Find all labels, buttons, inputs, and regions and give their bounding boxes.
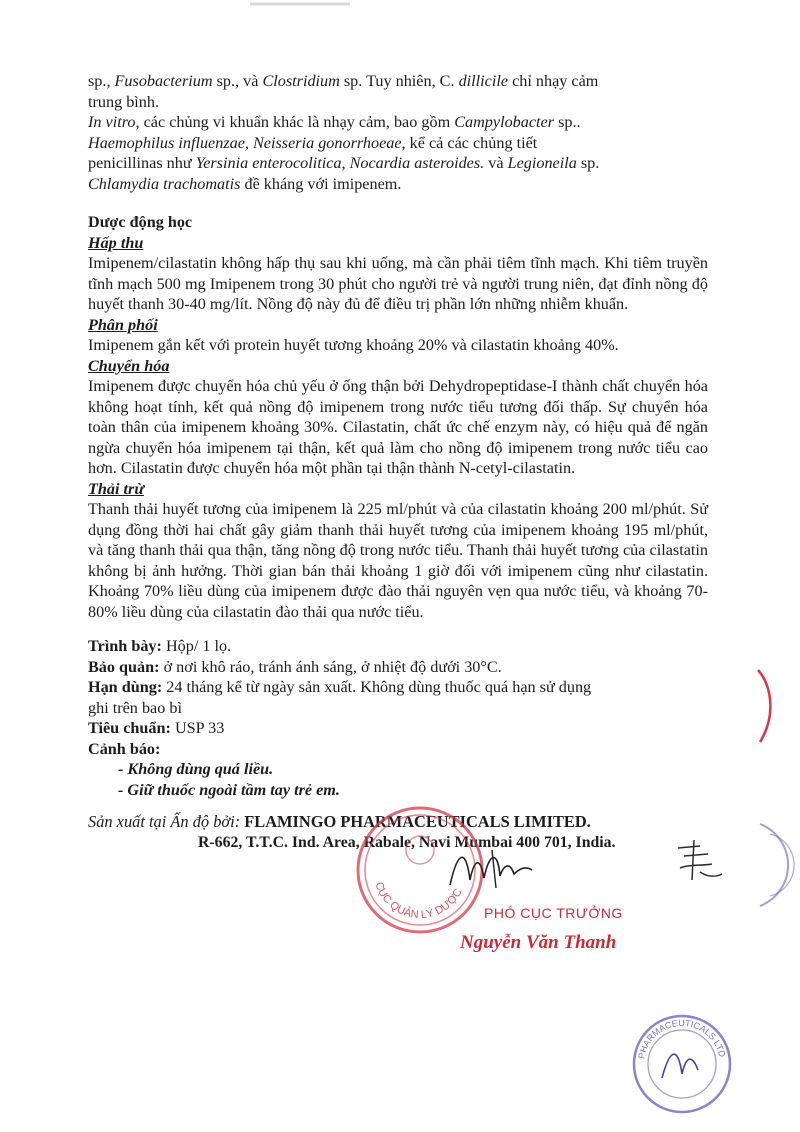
organism: Haemophilus influenzae, Neisseria gonorrhoeae, (88, 133, 406, 152)
organism: Chlamydia trachomatis (88, 174, 241, 193)
text: chỉ nhạy cảm (508, 72, 599, 90)
pen-mark (752, 666, 780, 746)
label: Tiêu chuẩn: (88, 719, 171, 737)
official-title: PHÓ CỤC TRƯỞNG (484, 905, 623, 921)
subheading-distribution: Phân phối (88, 315, 158, 334)
text: đề kháng với imipenem. (240, 174, 402, 193)
organism: Clostridium (262, 72, 340, 90)
absorption-text: Imipenem/cilastatin không hấp thụ sau khi uống, mà cần phải tiêm tĩnh mạch. Khi tiêm truyền tĩnh mạch 500 mg Imipenem trong 30 phút cho người trẻ và người trung niên, đạt đỉnh nồng độ huyết thanh 30-40 mg/lít. Nồng độ này đủ để điều trị phần lớn những nhiễm khuẩn. (88, 254, 708, 313)
text: và (484, 154, 508, 172)
section-title-pharmacokinetics: Dược động học (88, 213, 193, 231)
elimination-text: Thanh thải huyết tương của imipenem là 225 ml/phút và của cilastatin khoảng 200 ml/phút. Sử dụng đồng thời hai chất gây giảm thanh thải huyết tương của imipenem khoảng 195 ml/phút, và tăng thanh thải qua thận, tăng nồng độ trong nước tiểu. Thanh thải huyết tương của cilastatin không bị ảnh hưởng. Thời gian bán thải khoảng 1 giờ đối với imipenem cũng như cilastatin. Khoảng 70% liều dùng của imipenem được đào thải nguyên vẹn qua nước tiểu, và khoảng 70-80% liều dùng của cilastatin đào thải qua nước tiểu. (88, 500, 708, 621)
distribution-text: Imipenem gắn kết với protein huyết tương khoảng 20% và cilastatin khoảng 40%. (88, 336, 619, 354)
presentation-line (88, 636, 708, 657)
intro-line-1 (88, 71, 708, 92)
text: kể cả các chủng tiết (405, 133, 538, 152)
intro-line-2: trung bình. (88, 92, 160, 111)
standard-line (88, 718, 708, 739)
warning-item: - Giữ thuốc ngoài tầm tay trẻ em. (118, 780, 340, 799)
manufacturer-prefix: Sản xuất tại Ấn độ bởi: (88, 812, 245, 831)
text: sp. Tuy nhiên, C. (339, 72, 459, 90)
organism: Yersinia enterocolitica, Nocardia asteroides. (195, 154, 485, 172)
pharmacist-signature (670, 836, 730, 886)
text: sp., (88, 72, 115, 90)
organism: dillicile (458, 72, 509, 90)
text: sp., và (212, 72, 263, 90)
organism: Campylobacter (454, 113, 555, 131)
official-name: Nguyễn Văn Thanh (460, 932, 617, 953)
in-vitro-paragraph (88, 112, 708, 194)
scan-artifact (250, 0, 350, 12)
text: các chủng vi khuẩn khác là nhạy cảm, bao gồm (139, 113, 455, 131)
label: Bảo quản: (88, 657, 160, 676)
company-stamp-text: PHARMACEUTICALS LTD (636, 1017, 728, 1060)
text: sp.. (554, 113, 581, 131)
organism: Fusobacterium (114, 72, 213, 90)
label: Trình bày: (88, 637, 162, 655)
edge-stamp-fragment (750, 820, 796, 910)
storage-line (88, 657, 708, 678)
value: ghi trên bao bì (88, 698, 182, 717)
value: Hộp/ 1 lọ. (161, 637, 232, 655)
value: ở nơi khô ráo, tránh ánh sáng, ở nhiệt độ dưới 30°C. (159, 657, 502, 676)
manufacturer-address: R-662, T.T.C. Ind. Area, Rabale, Navi Mumbai 400 701, India. (198, 833, 616, 851)
organism: Legioneila (507, 154, 577, 172)
value: USP 33 (170, 719, 225, 737)
director-signature (440, 840, 560, 900)
subheading-elimination: Thải trừ (88, 479, 145, 498)
value: 24 tháng kể từ ngày sản xuất. Không dùng thuốc quá hạn sử dụng (162, 678, 592, 696)
warning-label: Cảnh báo: (88, 739, 161, 758)
text: penicillinas như (88, 154, 196, 172)
subheading-metabolism: Chuyển hóa (88, 356, 170, 375)
subheading-absorption: Hấp thu (88, 233, 144, 252)
warning-item: - Không dùng quá liều. (118, 760, 274, 778)
seal-text: CỤC QUẢN LÝ DƯỢC (372, 880, 465, 922)
manufacturer-name: FLAMINGO PHARMACEUTICALS LIMITED. (244, 812, 591, 831)
company-stamp (626, 1008, 736, 1118)
text: In vitro, (88, 113, 140, 131)
expiry-line (88, 677, 708, 718)
metabolism-text: Imipenem được chuyển hóa chủ yếu ở ống thận bởi Dehydropeptidase-I thành chất chuyển hóa không hoạt tính, kết quả nồng độ imipenem trong nước tiểu tương đối thấp. Sự chuyển hóa toàn thân của imipenem khoảng 30%. Cilastatin, chất ức chế enzym này, có hiệu quả để ngăn ngừa chuyển hóa imipenem tại thận, kết quả làm cho nồng độ imipenem trong nước tiểu cao hơn. Cilastatin được chuyển hóa một phần tại thận thành N-cetyl-cilastatin. (88, 377, 708, 477)
text: sp. (576, 154, 600, 172)
label: Hạn dùng: (88, 678, 163, 696)
document-body (88, 71, 708, 853)
